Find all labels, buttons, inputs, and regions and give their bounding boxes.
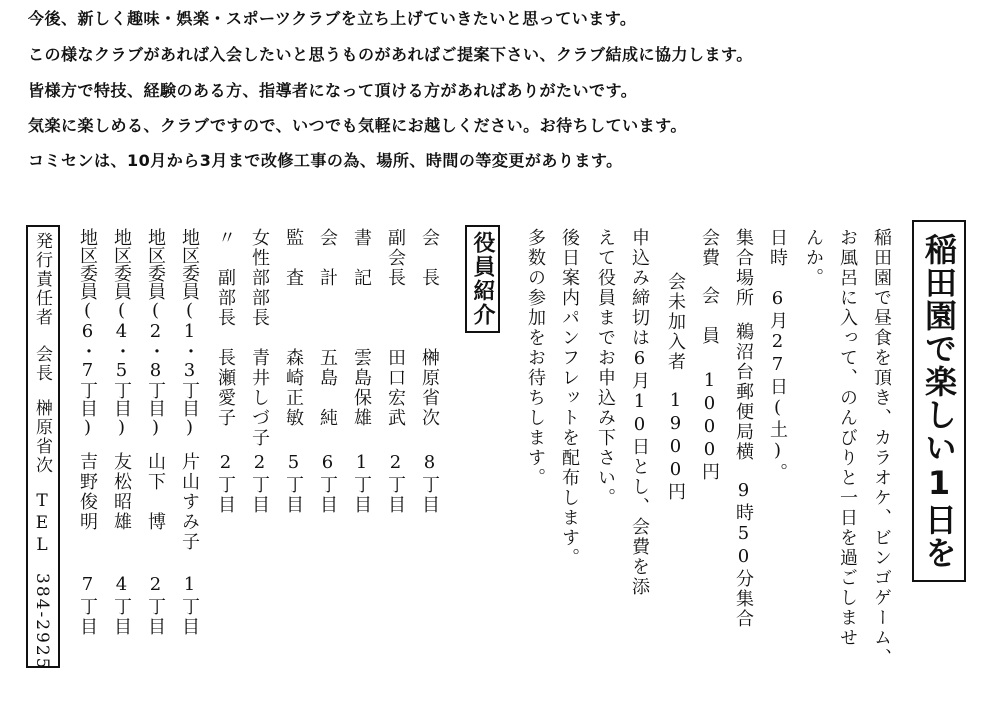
event-later-1: 後日案内パンフレットを配布します。 [559, 228, 580, 568]
officer-role: 会 長 [419, 228, 440, 288]
officer-name: 片山すみ子 [179, 452, 200, 552]
publisher-role: 会長 [32, 345, 52, 383]
event-place-column [734, 228, 752, 629]
event-later-2: 多数の参加をお待ちします。 [525, 228, 546, 488]
officer-name: 五島 純 [317, 348, 338, 428]
officer-name: 青井しづ子 [249, 348, 270, 448]
officer-area: 8丁目 [419, 452, 440, 515]
intro-line-2: この様なクラブがあれば入会したいと思うものがあればご提案下さい、クラブ結成に協力します。 [28, 45, 753, 64]
officer-name: 山下 博 [145, 452, 166, 532]
officer-area: 7丁目 [77, 574, 98, 637]
intro-line-4: 気楽に楽しめる、クラブですので、いつでも気軽にお越しください。お待ちしています。 [28, 116, 687, 135]
publisher-label: 発行責任者 [32, 232, 52, 327]
event-fee-member-label: 会 員 [699, 286, 720, 346]
event-fee-nonmember-column [666, 272, 684, 502]
officer-area: 2丁目 [385, 452, 406, 515]
publisher-name: 榊原省次 [32, 399, 52, 475]
publisher-tel-label: TEL [32, 491, 52, 557]
officer-role: 監 査 [283, 228, 304, 288]
officer-area: 2丁目 [215, 452, 236, 515]
officer-role: 地区委員(2・8丁目) [145, 228, 166, 438]
event-date-column [768, 228, 786, 483]
event-date-label: 日時 [767, 228, 788, 268]
officer-role: 会 計 [317, 228, 338, 288]
officer-role: 地区委員(6・7丁目) [77, 228, 98, 438]
event-body-2: お風呂に入って、のんびりと一日を過ごしませ [837, 228, 858, 648]
officer-name: 榊原省次 [419, 348, 440, 428]
officer-area: 4丁目 [111, 574, 132, 637]
officer-role: 〃 副部長 [215, 228, 236, 328]
officer-role: 書 記 [351, 228, 372, 288]
event-title: 稲田園で楽しい1日を [912, 220, 966, 582]
officer-name: 森崎正敏 [283, 348, 304, 428]
officer-role: 地区委員(1・3丁目) [179, 228, 200, 438]
officer-area: 2丁目 [145, 574, 166, 637]
event-fee-nonmember-label: 会未加入者 [665, 272, 686, 372]
event-place-time: 9時50分集合 [733, 480, 754, 629]
officer-area: 6丁目 [317, 452, 338, 515]
event-place-label: 集合場所 [733, 228, 754, 308]
officer-area: 1丁目 [179, 574, 200, 637]
event-fee-label: 会費 [699, 228, 720, 268]
officer-area: 2丁目 [249, 452, 270, 515]
event-body-1: 稲田園で昼食を頂き、カラオケ、ビンゴゲーム、 [871, 228, 892, 668]
event-deadline-2: えて役員までお申込み下さい。 [595, 228, 616, 508]
officer-role: 女性部部長 [249, 228, 270, 328]
officer-name: 長瀬愛子 [215, 348, 236, 428]
event-date-value: 6月27日(土)。 [767, 288, 788, 483]
officer-name: 友松昭雄 [111, 452, 132, 532]
intro-line-5: コミセンは、10月から3月まで改修工事の為、場所、時間の等変更があります。 [28, 151, 623, 170]
officer-role: 地区委員(4・5丁目) [111, 228, 132, 438]
publisher-tel: 384-2925 [32, 573, 52, 671]
event-fee-column [700, 228, 718, 482]
officer-role: 副会長 [385, 228, 406, 288]
event-place-value: 鵜沼台郵便局横 [733, 322, 754, 462]
event-fee-nonmember-value: 1900円 [665, 390, 686, 502]
officer-name: 田口宏武 [385, 348, 406, 428]
officer-area: 5丁目 [283, 452, 304, 515]
event-fee-member-value: 1000円 [699, 370, 720, 482]
event-body-3: んか。 [803, 228, 824, 288]
officer-area: 1丁目 [351, 452, 372, 515]
officer-name: 吉野俊明 [77, 452, 98, 532]
officer-name: 雲島保雄 [351, 348, 372, 428]
publisher-line [33, 232, 50, 670]
event-deadline-1: 申込み締切は6月10日とし、会費を添 [629, 228, 650, 597]
intro-line-3: 皆様方で特技、経験のある方、指導者になって頂ける方があればありがたいです。 [28, 81, 638, 100]
officers-heading: 役員紹介 [465, 225, 500, 333]
intro-line-1: 今後、新しく趣味・娯楽・スポーツクラブを立ち上げていきたいと思っています。 [28, 9, 637, 28]
